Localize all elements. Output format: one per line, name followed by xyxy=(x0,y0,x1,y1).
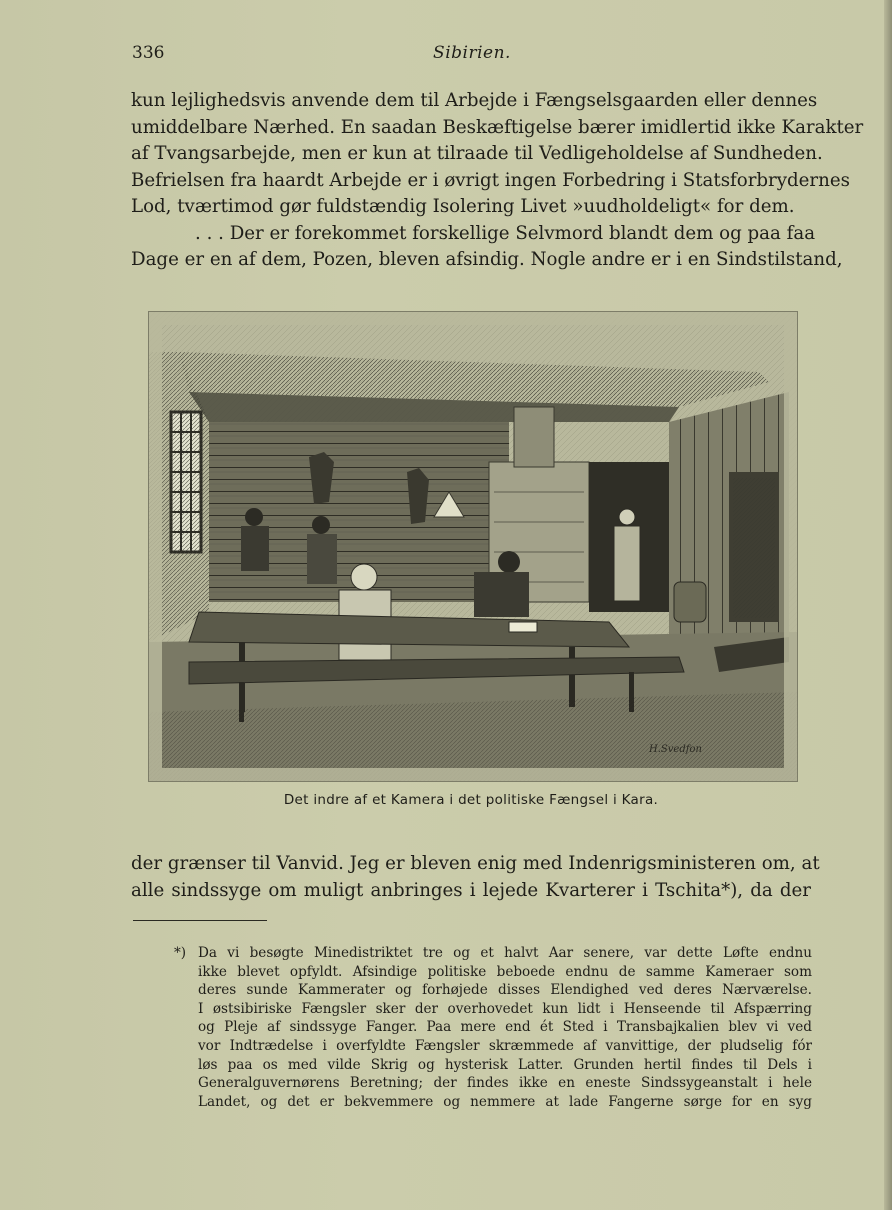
text-line: alle sindssyge om muligt anbringes i lejede Kvarterer i Tschita*), da der xyxy=(131,879,811,901)
footnote-line: Da vi besøgte Minedistriktet tre og et halvt Aar senere, var dette Løfte endnu xyxy=(198,945,812,961)
text-line: . . . Der er forekommet forskellige Selvmord blandt dem og paa faa xyxy=(195,222,816,244)
footnote-line: og Pleje af sindssyge Fanger. Paa mere end ét Sted i Transbajkalien blev vi ved xyxy=(198,1019,812,1036)
barrel xyxy=(674,582,706,622)
engraving-illustration xyxy=(148,311,798,782)
page-number: 336 xyxy=(132,43,165,63)
paragraph-top xyxy=(131,88,864,274)
footnote-rule xyxy=(133,920,267,921)
artist-signature: H.Svedfon xyxy=(649,744,702,755)
footnote-line: Generalguvernørens Beretning; der findes ikke en eneste Sindssygeanstalt i hele xyxy=(198,1075,812,1092)
footnote-line: løs paa os med vilde Skrig og hysterisk Latter. Grunden hertil findes til Dels i xyxy=(198,1056,812,1073)
footnote-line: Landet, og det er bekvemmere og nemmere at lade Fangerne sørge for en syg xyxy=(198,1093,812,1110)
footnote-line: ikke blevet opfyldt. Afsindige politiske beboede endnu de samme Kameraer som xyxy=(198,963,812,980)
footnote xyxy=(174,944,812,1111)
figure-caption: Det indre af et Kamera i det politiske Fængsel i Kara. xyxy=(283,792,659,808)
text-line: af Tvangsarbejde, men er kun at tilraade til Vedligeholdelse af Sundheden. xyxy=(131,143,823,164)
text-line: der grænser til Vanvid. Jeg er bleven enig med Indenrigsministeren om, at xyxy=(131,853,820,874)
footnote-line: vor Indtrædelse i overfyldte Fængsler skræmmede af vanvittige, der pludselig fór xyxy=(198,1037,812,1054)
text-line: kun lejlighedsvis anvende dem til Arbejde i Fængselsgaarden eller dennes xyxy=(131,90,818,111)
page-header xyxy=(132,43,812,67)
paragraph-bottom xyxy=(131,851,820,904)
prison-interior-engraving xyxy=(149,312,797,781)
text-line: Dage er en af dem, Pozen, bleven afsindig. Nogle andre er i en Sindstilstand, xyxy=(131,249,843,270)
text-line: Befrielsen fra haardt Arbejde er i øvrigt ingen Forbedring i Statsforbrydernes xyxy=(131,169,850,191)
footnote-line: deres sunde Kammerater og forhøjede disses Elendighed ved deres Nærværelse. xyxy=(198,982,812,999)
running-title: Sibirien. xyxy=(433,43,511,63)
page-edge xyxy=(884,0,892,1210)
text-line: umiddelbare Nærhed. En saadan Beskæftigelse bærer imidlertid ikke Karakter xyxy=(131,116,864,138)
footnote-marker: *) xyxy=(174,945,187,961)
footnote-line: I østsibiriske Fængsler sker der overhovedet kun lidt i Henseende til Afspærring xyxy=(198,1000,812,1017)
text-line: Lod, tværtimod gør fuldstændig Isolering Livet »uudholdeligt« for dem. xyxy=(131,196,795,217)
